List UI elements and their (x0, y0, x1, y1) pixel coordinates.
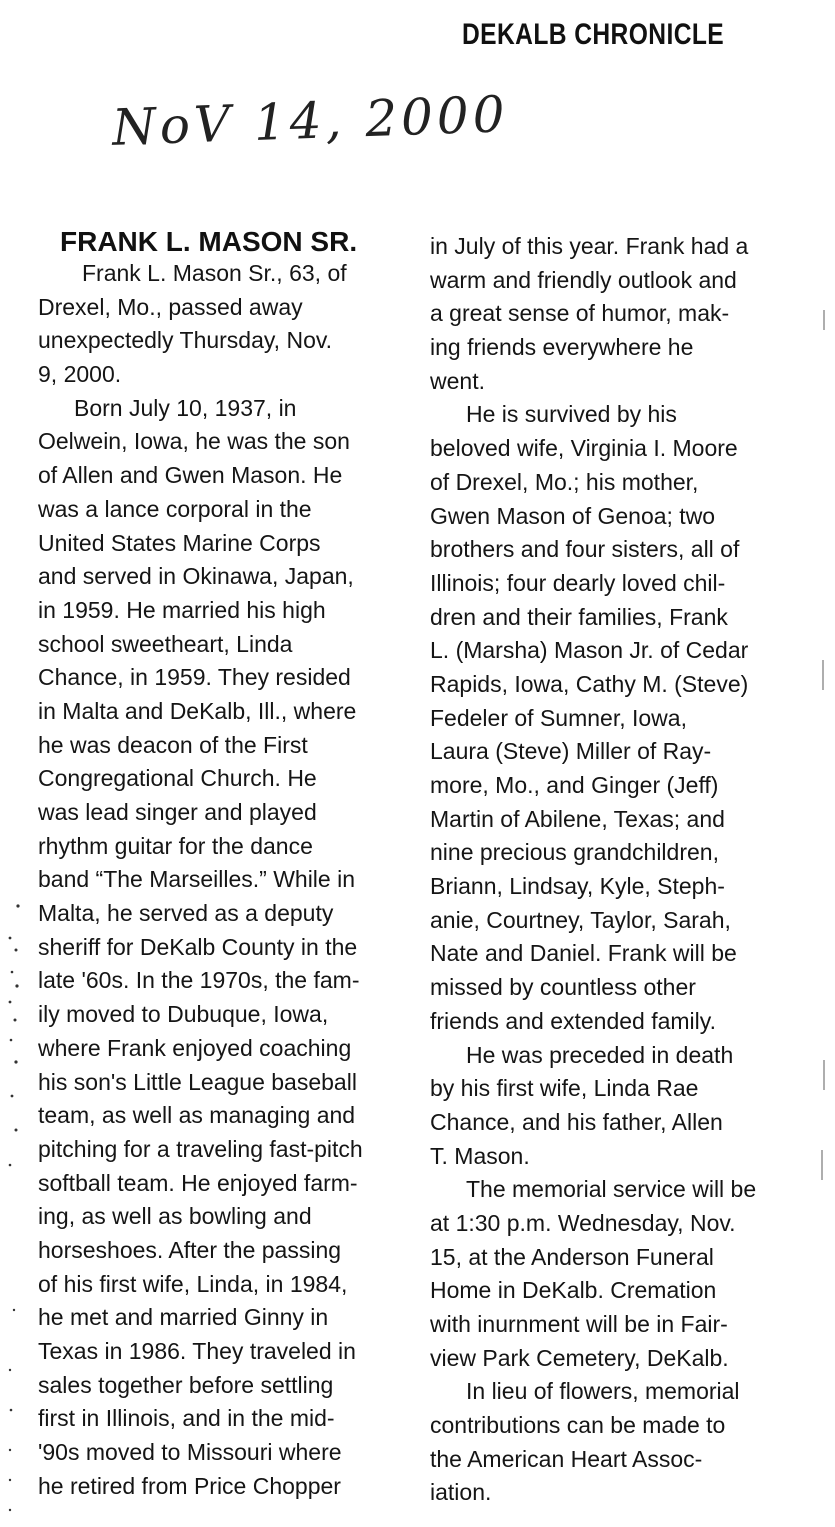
text-line: horseshoes. After the passing (38, 1236, 342, 1263)
text-line: ing, as well as bowling and (38, 1203, 312, 1230)
text-line: ing friends everywhere he (430, 334, 694, 361)
text-line: beloved wife, Virginia I. Moore (430, 435, 738, 462)
text-line: dren and their families, Frank (430, 603, 728, 630)
text-line: Born July 10, 1937, in (74, 394, 297, 421)
text-line: The memorial service will be (466, 1176, 757, 1203)
text-line: went. (430, 367, 485, 394)
text-line: contributions can be made to (430, 1412, 726, 1439)
text-line: where Frank enjoyed coaching (38, 1034, 352, 1061)
text-line: with inurnment will be in Fair- (430, 1311, 728, 1337)
text-line: he was deacon of the First (38, 731, 308, 758)
left-column (38, 257, 363, 1503)
text-line: T. Mason. (430, 1142, 530, 1169)
text-line: the American Heart Assoc- (430, 1445, 703, 1472)
text-line: Rapids, Iowa, Cathy M. (Steve) (430, 670, 749, 697)
text-line: Martin of Abilene, Texas; and (430, 805, 725, 832)
text-line: Gwen Mason of Genoa; two (430, 502, 716, 529)
text-line: he retired from Price Chopper (38, 1472, 341, 1499)
text-line: in July of this year. Frank had a (430, 233, 749, 259)
text-line: brothers and four sisters, all of (430, 536, 740, 563)
masthead: DEKALB CHRONICLE (462, 18, 725, 51)
text-line: sheriff for DeKalb County in the (38, 933, 358, 960)
text-line: a great sense of humor, mak- (430, 300, 730, 327)
text-line: Home in DeKalb. Cremation (430, 1277, 717, 1304)
text-line: team, as well as managing and (38, 1102, 356, 1129)
text-line: 9, 2000. (38, 361, 122, 388)
text-line: United States Marine Corps (38, 529, 321, 556)
text-line: Oelwein, Iowa, he was the son (38, 428, 350, 455)
text-line: Nate and Daniel. Frank will be (430, 940, 737, 967)
text-line: school sweetheart, Linda (38, 630, 293, 657)
handwritten-date: NoV 14, 2000 (111, 85, 510, 157)
text-line: 15, at the Anderson Funeral (430, 1243, 714, 1270)
text-line: band “The Marseilles.” While in (38, 866, 356, 893)
text-line: Malta, he served as a deputy (38, 900, 334, 927)
text-line: in 1959. He married his high (38, 596, 326, 623)
text-line: of Allen and Gwen Mason. He (38, 462, 343, 489)
text-line: and served in Okinawa, Japan, (38, 563, 354, 590)
text-line: Briann, Lindsay, Kyle, Steph- (430, 873, 725, 900)
text-line: by his first wife, Linda Rae (430, 1075, 699, 1102)
text-line: was a lance corporal in the (38, 495, 312, 522)
text-line: his son's Little League baseball (38, 1068, 357, 1095)
text-line: He was preceded in death (466, 1041, 734, 1068)
text-line: Illinois; four dearly loved chil- (430, 569, 726, 596)
obituary-headline: FRANK L. MASON SR. (60, 226, 358, 257)
text-line: Fedeler of Sumner, Iowa, (430, 704, 687, 731)
text-line: ily moved to Dubuque, Iowa, (38, 1001, 329, 1028)
text-line: Congregational Church. He (38, 765, 317, 792)
scan-edge-marks-left (4, 890, 26, 1520)
text-line: unexpectedly Thursday, Nov. (38, 327, 333, 354)
text-line: Chance, and his father, Allen (430, 1108, 723, 1135)
text-line: Frank L. Mason Sr., 63, of (82, 260, 347, 286)
text-line: in Malta and DeKalb, Ill., where (38, 697, 357, 724)
text-line: Drexel, Mo., passed away (38, 293, 303, 320)
text-line: Texas in 1986. They traveled in (38, 1338, 356, 1364)
text-line: view Park Cemetery, DeKalb. (430, 1344, 729, 1371)
text-line: Chance, in 1959. They resided (38, 664, 351, 691)
text-line: of his first wife, Linda, in 1984, (38, 1270, 348, 1297)
text-line: more, Mo., and Ginger (Jeff) (430, 772, 719, 798)
text-line: he met and married Ginny in (38, 1304, 329, 1331)
text-line: warm and friendly outlook and (430, 266, 737, 293)
text-line: Laura (Steve) Miller of Ray- (430, 738, 712, 765)
text-line: '90s moved to Missouri where (38, 1439, 342, 1466)
right-column (430, 230, 756, 1510)
text-line: first in Illinois, and in the mid- (38, 1405, 335, 1432)
scan-edge-marks-right (806, 300, 826, 1200)
text-line: rhythm guitar for the dance (38, 832, 313, 859)
text-line: In lieu of flowers, memorial (466, 1378, 740, 1405)
text-line: pitching for a traveling fast-pitch (38, 1135, 363, 1162)
text-line: L. (Marsha) Mason Jr. of Cedar (430, 637, 749, 664)
text-line: late '60s. In the 1970s, the fam- (38, 967, 360, 994)
text-line: nine precious grandchildren, (430, 839, 719, 866)
text-line: anie, Courtney, Taylor, Sarah, (430, 906, 731, 933)
text-line: friends and extended family. (430, 1007, 716, 1034)
text-line: of Drexel, Mo.; his mother, (430, 468, 699, 495)
text-line: sales together before settling (38, 1371, 334, 1398)
text-line: at 1:30 p.m. Wednesday, Nov. (430, 1209, 736, 1236)
text-line: He is survived by his (466, 401, 677, 428)
text-line: iation. (430, 1479, 492, 1506)
text-line: softball team. He enjoyed farm- (38, 1169, 358, 1196)
text-line: missed by countless other (430, 974, 696, 1001)
text-line: was lead singer and played (38, 799, 317, 825)
